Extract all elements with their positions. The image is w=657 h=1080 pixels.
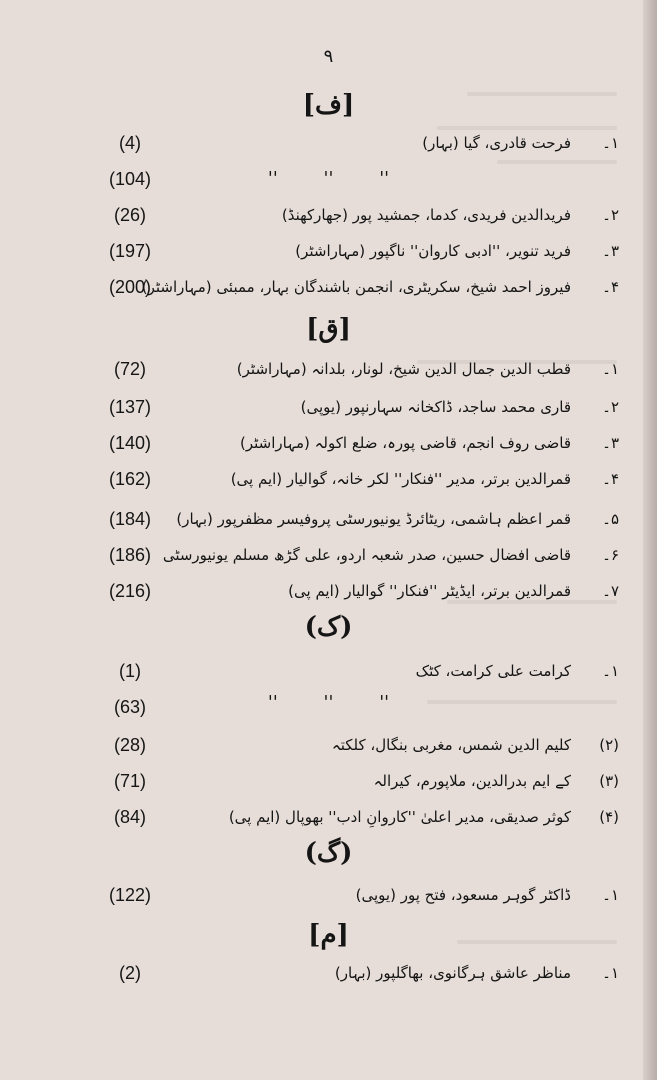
entry-page-ref: (216) <box>108 581 152 601</box>
entry-row <box>0 392 657 422</box>
entry-page-ref: (63) <box>113 697 146 717</box>
entry-row <box>0 958 657 988</box>
entry-page-ref: (184) <box>108 509 152 529</box>
ditto-mark: '' <box>267 168 278 189</box>
entry-text: کے ایم بدرالدین، ملاپورم، کیرالہ <box>373 772 571 790</box>
entry-page-ref: (71) <box>113 771 146 791</box>
entry-row <box>0 576 657 606</box>
entry-row <box>0 730 657 760</box>
entry-text: فیروز احمد شیخ، سکریٹری، انجمن باشندگان بہار، ممبئی (مہاراشٹر) <box>141 278 571 296</box>
entry-page-ref: (162) <box>108 469 152 489</box>
entry-page-ref: (1) <box>119 661 141 681</box>
section-heading-gaf: (گ) <box>304 838 353 868</box>
section-heading-meem: [م] <box>308 920 349 950</box>
entry-number: ۵۔ <box>602 510 619 528</box>
entry-text: فریدالدین فریدی، کدما، جمشید پور (جھارکھنڈ) <box>281 206 571 224</box>
entry-text: قاری محمد ساجد، ڈاکخانہ سہارنپور (یوپی) <box>300 398 571 416</box>
entry-row <box>0 354 657 384</box>
entry-number: ۷۔ <box>602 582 619 600</box>
entry-page-ref: (26) <box>113 205 146 225</box>
ditto-mark: '' <box>379 692 390 713</box>
entry-number: ۱۔ <box>602 964 619 982</box>
entry-number: (۲) <box>599 736 619 754</box>
entry-row <box>0 766 657 796</box>
entry-text: فرید تنویر، ''ادبی کاروان'' ناگپور (مہاراشٹر) <box>295 242 571 260</box>
entry-number: ۱۔ <box>602 360 619 378</box>
entry-row <box>0 200 657 230</box>
entry-number: ۱۔ <box>602 886 619 904</box>
entry-page-ref: (104) <box>108 169 152 189</box>
page-number: ۹ <box>323 46 334 67</box>
ditto-mark: '' <box>267 692 278 713</box>
ditto-mark: '' <box>323 692 334 713</box>
entry-row <box>0 128 657 158</box>
entry-number: ۴۔ <box>602 470 619 488</box>
entry-number: ۳۔ <box>602 242 619 260</box>
entry-text: قاضی روف انجم، قاضی پورہ، ضلع اکولہ (مہاراشٹر) <box>239 434 571 452</box>
entry-number: ۲۔ <box>602 398 619 416</box>
entry-page-ref: (186) <box>108 545 152 565</box>
entry-text: کرامت علی کرامت، کٹک <box>415 662 571 680</box>
entry-page-ref: (122) <box>108 885 152 905</box>
section-heading-fa: [ف] <box>302 90 355 120</box>
entry-row <box>0 656 657 686</box>
entry-text: قطب الدین جمال الدین شیخ، لونار، بلدانہ (مہاراشٹر) <box>236 360 571 378</box>
entry-number: (۴) <box>599 808 619 826</box>
entry-number: ۱۔ <box>602 134 619 152</box>
entry-row <box>0 428 657 458</box>
entry-page-ref: (197) <box>108 241 152 261</box>
entry-page-ref: (137) <box>108 397 152 417</box>
entry-number: ۱۔ <box>602 662 619 680</box>
entry-number: ۴۔ <box>602 278 619 296</box>
entry-page-ref: (2) <box>119 963 141 983</box>
entry-row <box>0 236 657 266</box>
entry-number: (۳) <box>599 772 619 790</box>
section-heading-qaf: [ق] <box>306 314 351 344</box>
entry-row <box>0 880 657 910</box>
entry-text: ڈاکٹر گوہر مسعود، فتح پور (یوپی) <box>355 886 571 904</box>
entry-page-ref: (84) <box>113 807 146 827</box>
entry-number: ۲۔ <box>602 206 619 224</box>
entry-text: کوثر صدیقی، مدیر اعلیٰ ''کاروانِ ادب'' بھوپال (ایم پی) <box>228 808 571 826</box>
ditto-mark: '' <box>323 168 334 189</box>
entry-text: قمرالدین برتر، مدیر ''فنکار'' لکر خانہ، گوالیار (ایم پی) <box>230 470 571 488</box>
entry-number: ۳۔ <box>602 434 619 452</box>
entry-row <box>0 464 657 494</box>
entry-text: مناظر عاشق ہرگانوی، بھاگلپور (بہار) <box>334 964 571 982</box>
entry-text: کلیم الدین شمس، مغربی بنگال، کلکتہ <box>331 736 571 754</box>
entry-text: فرحت قادری، گیا (بہار) <box>422 134 571 152</box>
entry-page-ref: (72) <box>113 359 146 379</box>
entry-text: قمرالدین برتر، ایڈیٹر ''فنکار'' گوالیار (ایم پی) <box>288 582 571 600</box>
entry-page-ref: (140) <box>108 433 152 453</box>
entry-row <box>0 802 657 832</box>
section-heading-kaf: (ک) <box>304 612 353 642</box>
entry-text: قاضی افضال حسین، صدر شعبہ اردو، علی گڑھ مسلم یونیورسٹی <box>162 546 571 564</box>
entry-page-ref: (4) <box>119 133 141 153</box>
entry-row <box>0 504 657 534</box>
entry-number: ۶۔ <box>602 546 619 564</box>
entry-text: قمر اعظم ہاشمی، ریٹائرڈ یونیورسٹی پروفیسر مظفرپور (بہار) <box>176 510 571 528</box>
ditto-marks <box>0 692 657 713</box>
ditto-mark: '' <box>379 168 390 189</box>
entry-row <box>0 540 657 570</box>
entry-page-ref: (28) <box>113 735 146 755</box>
ditto-marks <box>0 168 657 189</box>
entry-row <box>0 272 657 302</box>
entry-page-ref: (200) <box>108 277 152 297</box>
